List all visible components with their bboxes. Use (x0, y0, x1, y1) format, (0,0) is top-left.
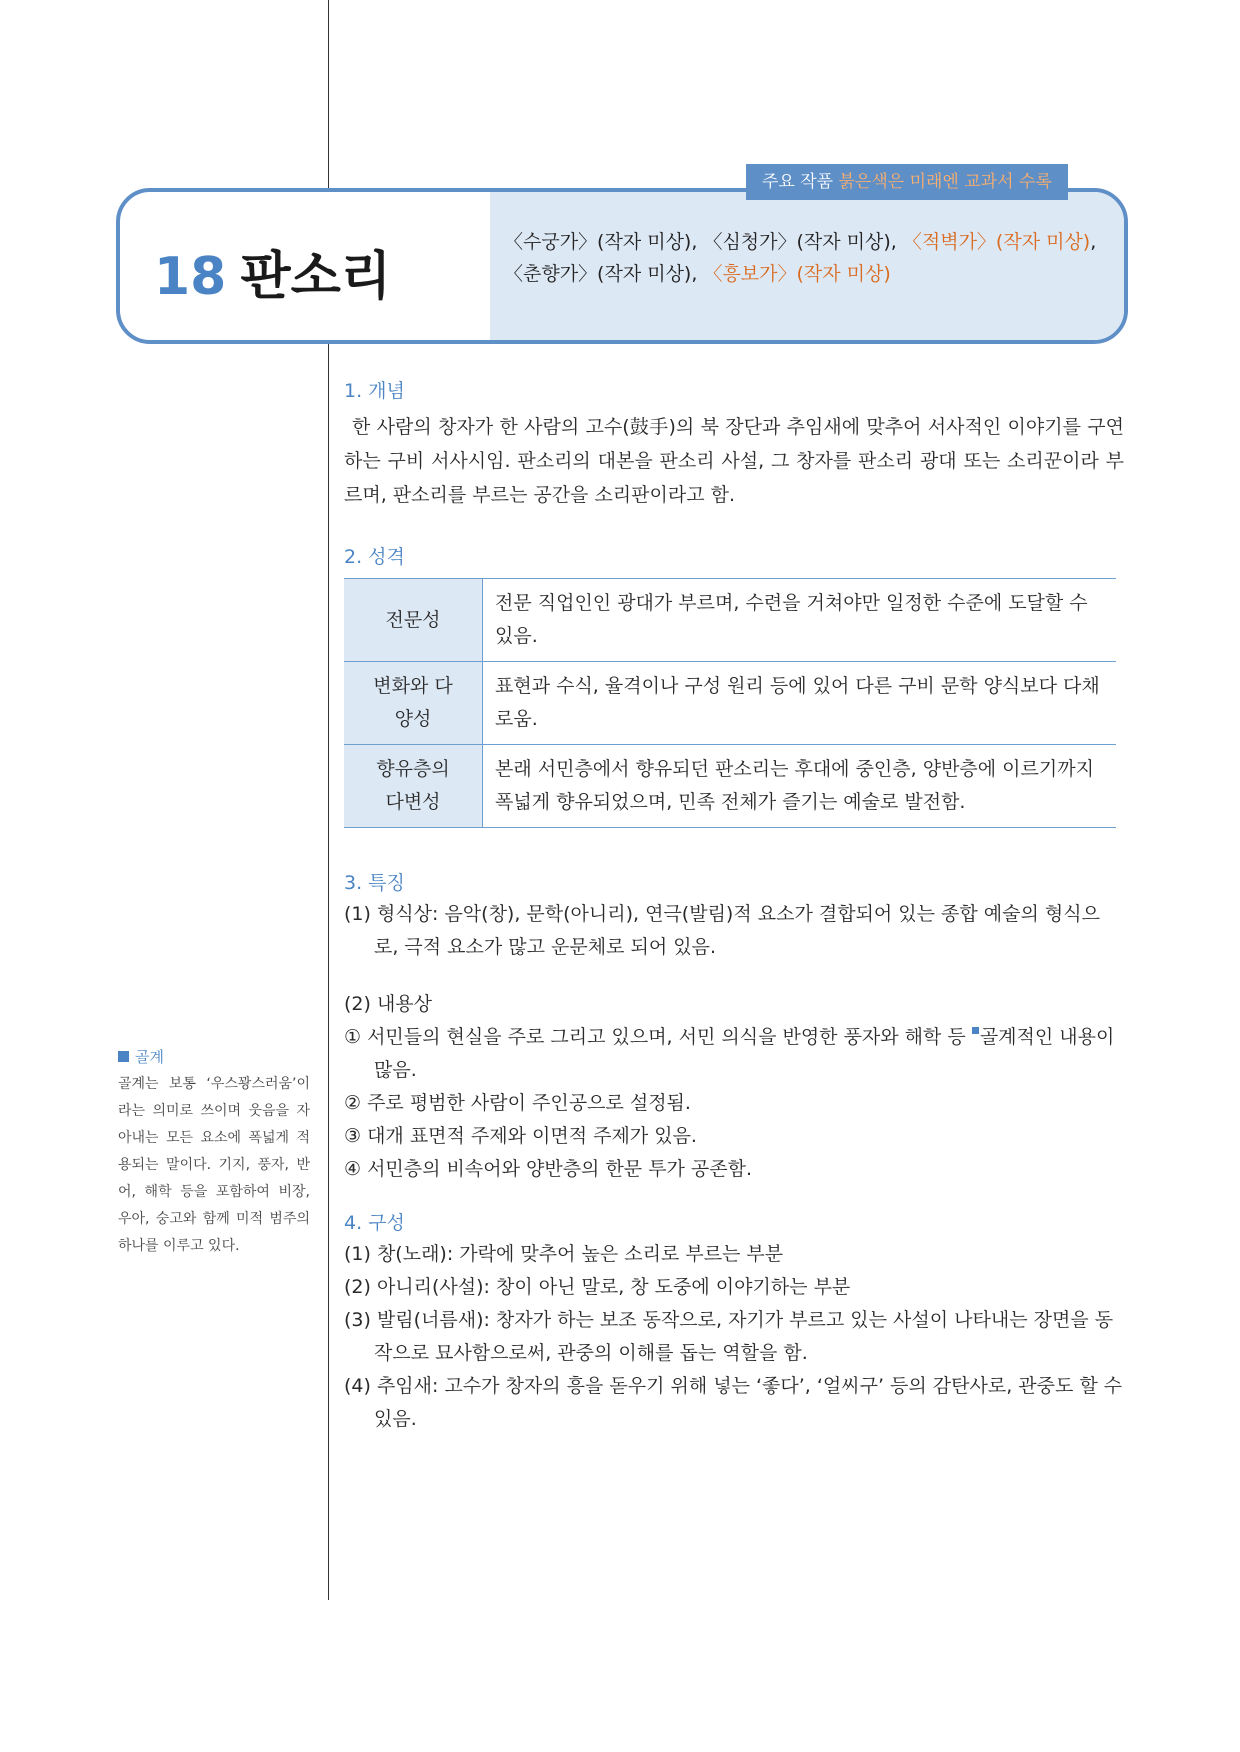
tag-highlight-note: 붉은색은 미래엔 교과서 수록 (838, 172, 1052, 192)
chapter-number: 18 (154, 247, 227, 307)
work-heungboga: 〈흥보가〉(작자 미상) (703, 263, 891, 285)
table-key-cell: 전문성 (344, 579, 483, 662)
table-row (344, 745, 1116, 828)
structure-item: (1) 창(노래): 가락에 맞추어 높은 소리로 부르는 부분 (344, 1243, 784, 1265)
feature-content-item (344, 1021, 1124, 1087)
section-title-concept: 1. 개념 (344, 380, 405, 402)
structure-item: (3) 발림(너름새): 창자가 하는 보조 동작으로, 자기가 부르고 있는 사설이 나타내는 장면을 동작으로 묘사함으로써, 관중의 이해를 돕는 역할을 함. (344, 1309, 1114, 1364)
feature-content-item: ② 주로 평범한 사람이 주인공으로 설정됨. (344, 1092, 691, 1114)
concept-paragraph: 한 사람의 창자가 한 사람의 고수(鼓手)의 북 장단과 추임새에 맞추어 서사적인 이야기를 구연하는 구비 서사시임. 판소리의 대본을 판소리 사설, 그 창자를 판소리 광대 또는 소리꾼이라 부르며, 판소리를 부르는 공간을 소리판이라고 함. (344, 416, 1124, 506)
table-key-cell (344, 745, 483, 828)
structure-item: (2) 아니리(사설): 창이 아닌 말로, 창 도중에 이야기하는 부분 (344, 1276, 851, 1298)
feature-item-text: 골계적인 내용이 많음. (374, 1026, 1115, 1081)
sidebar-body: 골계는 보통 ‘우스꽝스러움’이라는 의미로 쓰이며 웃음을 자아내는 모든 요소에 폭넓게 적용되는 말이다. 기지, 풍자, 반어, 해학 등을 포함하여 비장, 우아, 숭고와 함께 미적 범주의 하나를 이루고 있다. (118, 1076, 310, 1254)
table-value-cell: 표현과 수식, 율격이나 구성 원리 등에 있어 다른 구비 문학 양식보다 다채로움. (483, 662, 1117, 745)
section-title-features: 3. 특징 (344, 872, 405, 894)
feature-form: (1) 형식상: 음악(창), 문학(아니리), 연극(발림)적 요소가 결합되어 있는 종합 예술의 형식으로, 극적 요소가 많고 운문체로 되어 있음. (344, 903, 1100, 958)
table-key-text: 변화와 다양성 (373, 675, 453, 730)
sidebar-title (118, 1044, 310, 1071)
sidebar-note (118, 1044, 310, 1260)
work-jeokbyeokga: 〈적벽가〉(작자 미상) (902, 231, 1091, 253)
work-separator: , (1090, 231, 1097, 253)
work-sugungga: 〈수궁가〉(작자 미상), (504, 231, 704, 253)
works-list (504, 226, 1104, 290)
table-value-cell: 본래 서민층에서 향유되던 판소리는 후대에 중인층, 양반층에 이르기까지 폭넓게 향유되었으며, 민족 전체가 즐기는 예술로 발전함. (483, 745, 1117, 828)
table-row (344, 579, 1116, 662)
table-row (344, 662, 1116, 745)
feature-content-label: (2) 내용상 (344, 993, 433, 1015)
section-title-structure: 4. 구성 (344, 1212, 405, 1234)
table-value-cell: 전문 직업인인 광대가 부르며, 수련을 거쳐야만 일정한 수준에 도달할 수 있음. (483, 579, 1117, 662)
feature-item-text: ① 서민들의 현실을 주로 그리고 있으며, 서민 의식을 반영한 풍자와 해학 등 (344, 1026, 972, 1048)
chapter-name: 판소리 (240, 247, 392, 307)
feature-content-item: ④ 서민층의 비속어와 양반층의 한문 투가 공존함. (344, 1158, 753, 1180)
note-marker-icon (972, 1027, 979, 1034)
chapter-title (154, 234, 391, 309)
sidebar-title-text: 골계 (135, 1048, 164, 1066)
character-table (344, 578, 1116, 828)
chapter-header (116, 188, 1128, 344)
section-title-character: 2. 성격 (344, 546, 405, 568)
structure-item: (4) 추임새: 고수가 창자의 흥을 돋우기 위해 넣는 ‘좋다’, ‘얼씨구’ 등의 감탄사로, 관중도 할 수 있음. (344, 1375, 1123, 1430)
feature-content-item: ③ 대개 표면적 주제와 이면적 주제가 있음. (344, 1125, 697, 1147)
table-key-cell (344, 662, 483, 745)
square-bullet-icon (118, 1051, 129, 1062)
work-simcheongga: 〈심청가〉(작자 미상), (703, 231, 903, 253)
main-content (344, 376, 1124, 1436)
table-key-text: 향유층의 다변성 (376, 758, 450, 813)
major-works-tag (746, 164, 1068, 200)
work-chunhyangga: 〈춘향가〉(작자 미상), (504, 263, 704, 285)
tag-label: 주요 작품 (762, 172, 839, 192)
